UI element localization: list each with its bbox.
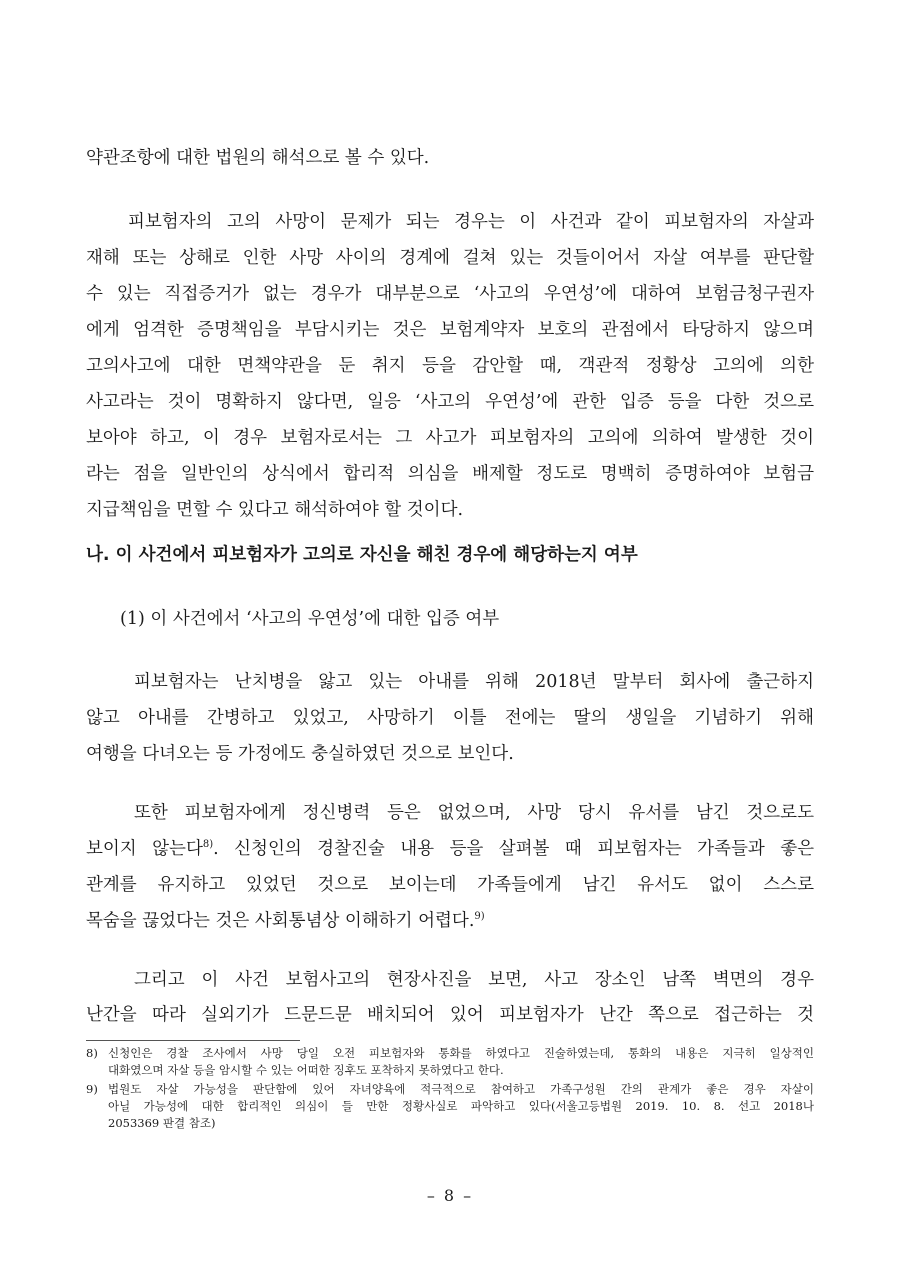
paragraph-line [86,837,814,861]
subsection-heading: (1) 이 사건에서 ‘사고의 우연성’에 대한 입증 여부 [120,609,500,629]
paragraph-line: 보아야 하고, 이 경우 보험자로서는 그 사고가 피보험자의 고의에 의하여 발생한 것이 [86,428,814,448]
footnote-line: 신청인은 경찰 조사에서 사망 당일 오전 피보험자와 통화를 하였다고 진술하였는데, 통화의 내용은 지극히 일상적인 [108,1046,814,1060]
paragraph-line: 않고 아내를 간병하고 있었고, 사망하기 이틀 전에는 딸의 생일을 기념하기 위해 [86,708,814,728]
paragraph-line: 사고라는 것이 명확하지 않다면, 일응 ‘사고의 우연성’에 관한 입증 등을 다한 것으로 [86,392,814,412]
footnote-line: 2053369 판결 참조) [108,1116,216,1130]
paragraph-line: 또한 피보험자에게 정신병력 등은 없었으며, 사망 당시 유서를 남긴 것으로도 [134,803,814,823]
paragraph-line [86,909,814,933]
footnote-line: 법원도 자살 가능성을 판단함에 있어 자녀양육에 적극적으로 참여하고 가족구성원 간의 관계가 좋은 경우 자살이 [108,1082,814,1096]
footnote-number: 9) [86,1082,98,1096]
paragraph-line: 피보험자는 난치병을 앓고 있는 아내를 위해 2018년 말부터 회사에 출근하지 [134,672,814,692]
footnote-ref-9[interactable]: 9) [474,911,485,923]
paragraph-line: 그리고 이 사건 보험사고의 현장사진을 보면, 사고 장소인 남쪽 벽면의 경우 [134,970,814,990]
paragraph-line: 라는 점을 일반인의 상식에서 합리적 의심을 배제할 정도로 명백히 증명하여야 보험금 [86,464,814,484]
footnote-9 [86,1081,814,1135]
page-number: – 8 – [426,1186,474,1205]
paragraph-line: 지급책임을 면할 수 있다고 해석하여야 할 것이다. [86,500,464,520]
paragraph-line: 여행을 다녀오는 등 가정에도 충실하였던 것으로 보인다. [86,744,514,764]
footnote-number: 8) [86,1046,98,1060]
paragraph-line: 약관조항에 대한 법원의 해석으로 볼 수 있다. [86,148,430,168]
paragraph-line: 재해 또는 상해로 인한 사망 사이의 경계에 걸쳐 있는 것들이어서 자살 여부를 판단할 [86,248,814,268]
text-run: . 신청인의 경찰진술 내용 등을 살펴볼 때 피보험자는 가족들과 좋은 [213,839,814,859]
paragraph-line: 고의사고에 대한 면책약관을 둔 취지 등을 감안할 때, 객관적 정황상 고의에 의한 [86,356,814,376]
footnote-line: 대화였으며 자살 등을 암시할 수 있는 어떠한 징후도 포착하지 못하였다고 한다. [108,1063,504,1077]
footnote-divider [86,1040,300,1041]
paragraph-line: 피보험자의 고의 사망이 문제가 되는 경우는 이 사건과 같이 피보험자의 자살과 [128,212,814,232]
paragraph-line: 난간을 따라 실외기가 드문드문 배치되어 있어 피보험자가 난간 쪽으로 접근하는 것 [86,1005,814,1025]
paragraph-line: 에게 엄격한 증명책임을 부담시키는 것은 보험계약자 보호의 관점에서 타당하지 않으며 [86,320,814,340]
text-run: 목숨을 끊었다는 것은 사회통념상 이해하기 어렵다. [86,911,475,931]
footnote-line: 아닐 가능성에 대한 합리적인 의심이 들 만한 정황사실로 파악하고 있다(서울고등법원 2019. 10. 8. 선고 2018나 [108,1099,814,1113]
text-run: 보이지 않는다 [86,839,203,859]
section-heading: 나. 이 사건에서 피보험자가 고의로 자신을 해친 경우에 해당하는지 여부 [86,545,638,565]
paragraph-line: 관계를 유지하고 있었던 것으로 보이는데 가족들에게 남긴 유서도 없이 스스로 [86,875,814,895]
paragraph-line: 수 있는 직접증거가 없는 경우가 대부분으로 ‘사고의 우연성’에 대하여 보험금청구권자 [86,284,814,304]
footnote-ref-8[interactable]: 8) [202,839,214,851]
footnote-8 [86,1045,814,1081]
